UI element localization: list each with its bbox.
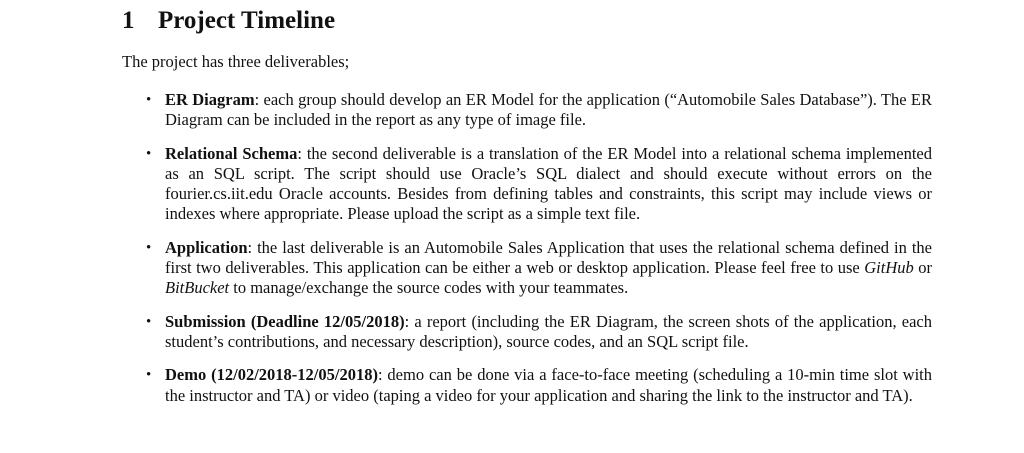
- deliverable-description: : each group should develop an ER Model for the application (“Automobile Sales Database”). The ER Diagram can be included in the report as any type of image file.: [165, 90, 933, 130]
- deliverable-description: : the last deliverable is an Automobile Sales Application that uses the relational schema defined in the first two deliverables. This application can be either a web or desktop application. Please feel free to use: [165, 237, 932, 278]
- deliverable-term: Relational Schema: [165, 143, 298, 163]
- bullet-icon: •: [146, 239, 152, 256]
- bullet-icon: •: [146, 92, 152, 108]
- bullet-icon: •: [146, 367, 152, 384]
- section-number: 1: [122, 7, 135, 34]
- deliverables-list: [122, 90, 932, 406]
- deliverable-demo: [122, 365, 932, 406]
- intro-paragraph: The project has three deliverables;: [122, 52, 350, 71]
- deliverable-er-diagram: [122, 90, 932, 131]
- deliverable-term: Submission (Deadline 12/05/2018): [165, 311, 405, 331]
- bullet-icon: •: [146, 313, 152, 330]
- bullet-icon: •: [146, 145, 152, 162]
- deliverable-submission: [122, 312, 932, 353]
- deliverable-term: Demo (12/02/2018-12/05/2018): [165, 365, 378, 385]
- deliverable-application: [122, 238, 932, 299]
- section-title: Project Timeline: [158, 7, 336, 34]
- deliverable-relational-schema: [122, 144, 932, 225]
- deliverable-description: : a report (including the ER Diagram, the screen shots of the application, each student’s contributions, and necessary description), source codes, and an SQL script file.: [165, 311, 932, 351]
- deliverable-description: : demo can be done via a face-to-face meeting (scheduling a 10-min time slot with the instructor and TA) or video (taping a video for your application and sharing the link to the instructor and TA).: [165, 365, 933, 405]
- deliverable-term: Application: [165, 237, 248, 257]
- tool-name-github: GitHub: [864, 258, 914, 278]
- tool-name-bitbucket: BitBucket: [165, 278, 230, 298]
- deliverable-term: ER Diagram: [165, 90, 255, 109]
- deliverable-description: : the second deliverable is a translation of the ER Model into a relational schema implemented as an SQL script. The script should use Oracle’s SQL dialect and should execute without errors on the fourier.cs.iit.edu Oracle accounts. Besides from defining tables and constraints, this script may include views or indexes where appropriate. Please upload the script as a simple text file.: [165, 143, 932, 224]
- section-heading: [122, 4, 335, 38]
- deliverable-description-end: to manage/exchange the source codes with your teammates.: [229, 278, 629, 298]
- deliverable-description-connector: or: [913, 258, 932, 278]
